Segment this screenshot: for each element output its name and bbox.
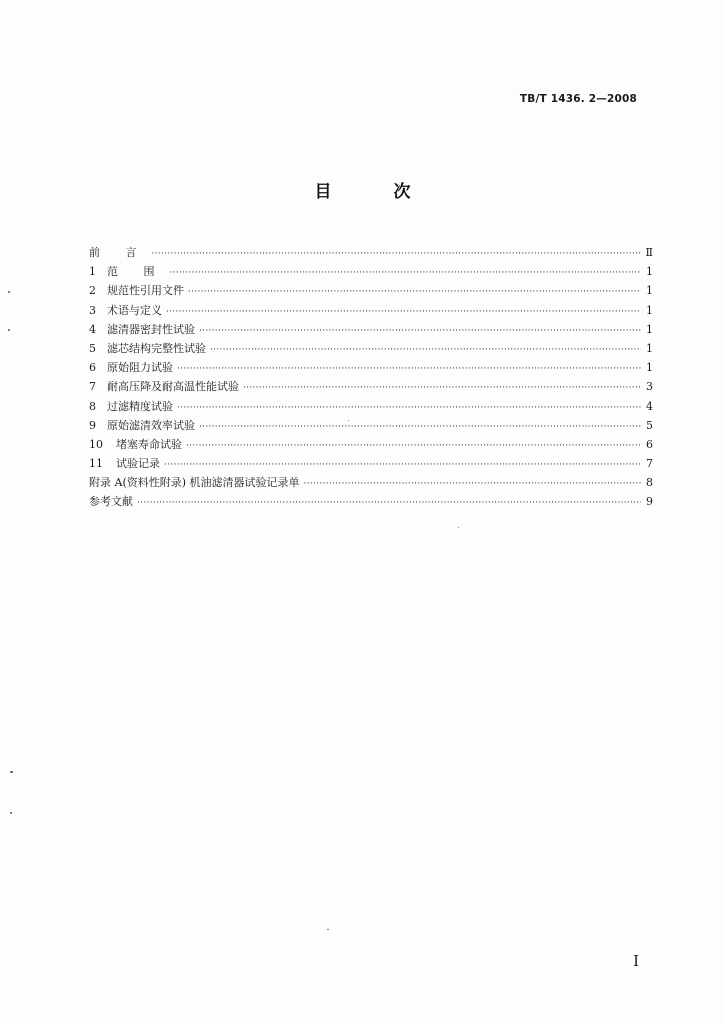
toc-entry-label: 滤清器密封性试验 — [107, 322, 195, 336]
toc-entry-page: 1 — [646, 341, 653, 355]
toc-entry-page: 1 — [646, 361, 653, 375]
standard-code: TB/T 1436. 2—2008 — [519, 93, 637, 105]
table-of-contents — [89, 243, 653, 512]
toc-entry-page: 3 — [646, 380, 653, 394]
toc-entry-number: 3 — [89, 303, 96, 317]
dot-leader — [304, 475, 641, 492]
toc-entry-terms-definitions[interactable] — [89, 301, 653, 320]
toc-entry-normative-references[interactable] — [89, 281, 653, 300]
toc-entry-label: 原始滤清效率试验 — [107, 418, 195, 432]
toc-title: 目 次 — [314, 182, 439, 202]
scan-speck — [8, 291, 10, 293]
toc-entry-annex-a[interactable] — [89, 473, 653, 492]
dot-leader — [177, 360, 641, 377]
scan-speck — [8, 329, 10, 331]
toc-entry-number: 1 — [89, 265, 96, 279]
toc-entry-test-record[interactable] — [89, 454, 653, 473]
page-number: I — [633, 952, 639, 970]
toc-entry-label: 试验记录 — [116, 457, 160, 471]
toc-entry-page: 1 — [646, 303, 653, 317]
toc-entry-scope[interactable] — [89, 262, 653, 281]
toc-entry-number: 11 — [89, 457, 103, 471]
toc-entry-number: 6 — [89, 361, 96, 375]
toc-entry-label: 前 言 — [89, 246, 148, 259]
dot-leader — [152, 245, 642, 262]
dot-leader — [243, 379, 641, 396]
toc-entry-label: 范 围 — [107, 265, 166, 279]
scan-speck — [10, 812, 12, 814]
toc-entry-number: 4 — [89, 322, 96, 336]
toc-entry-filtration-efficiency[interactable] — [89, 416, 653, 435]
dot-leader — [164, 456, 641, 473]
toc-entry-label: 附录 A(资料性附录) 机油滤清器试验记录单 — [89, 476, 300, 490]
toc-entry-page: 1 — [646, 322, 653, 336]
toc-entry-page: 6 — [646, 437, 653, 451]
dot-leader — [199, 322, 641, 339]
toc-entry-number: 5 — [89, 341, 96, 355]
toc-entry-number: 2 — [89, 284, 96, 298]
toc-entry-integrity-test[interactable] — [89, 339, 653, 358]
dot-leader — [188, 283, 641, 300]
toc-entry-clogging-life[interactable] — [89, 435, 653, 454]
dot-leader — [137, 494, 641, 511]
scan-speck — [348, 420, 349, 421]
scan-speck — [10, 771, 13, 773]
toc-entry-label: 堵塞寿命试验 — [116, 437, 182, 451]
dot-leader — [170, 264, 642, 281]
toc-entry-number: 9 — [89, 418, 96, 432]
toc-entry-label: 耐高压降及耐高温性能试验 — [107, 380, 239, 394]
toc-entry-page: 4 — [646, 399, 653, 413]
toc-entry-label: 术语与定义 — [107, 303, 162, 317]
dot-leader — [177, 399, 641, 416]
toc-entry-page: 1 — [646, 265, 653, 279]
toc-entry-label: 滤芯结构完整性试验 — [107, 341, 206, 355]
toc-entry-page: Ⅱ — [645, 246, 653, 259]
toc-entry-label: 规范性引用文件 — [107, 284, 184, 298]
scan-speck — [327, 929, 329, 930]
dot-leader — [210, 341, 641, 358]
toc-entry-seal-test[interactable] — [89, 320, 653, 339]
toc-entry-bibliography[interactable] — [89, 492, 653, 511]
toc-entry-filtration-precision[interactable] — [89, 397, 653, 416]
toc-entry-number: 8 — [89, 399, 96, 413]
dot-leader — [166, 303, 641, 320]
toc-entry-page: 9 — [646, 495, 653, 509]
dot-leader — [199, 418, 641, 435]
toc-entry-page: 5 — [646, 418, 653, 432]
toc-entry-label: 过滤精度试验 — [107, 399, 173, 413]
toc-entry-number: 10 — [89, 437, 103, 451]
toc-entry-initial-resistance[interactable] — [89, 358, 653, 377]
toc-entry-label: 参考文献 — [89, 495, 133, 509]
scan-speck — [458, 527, 459, 528]
toc-entry-page: 8 — [646, 476, 653, 490]
toc-entry-page: 1 — [646, 284, 653, 298]
dot-leader — [186, 437, 641, 454]
toc-entry-page: 7 — [646, 457, 653, 471]
toc-entry-number: 7 — [89, 380, 96, 394]
toc-entry-label: 原始阻力试验 — [107, 361, 173, 375]
toc-entry-high-pressure-temperature[interactable] — [89, 377, 653, 396]
toc-entry-foreword[interactable] — [89, 243, 653, 262]
